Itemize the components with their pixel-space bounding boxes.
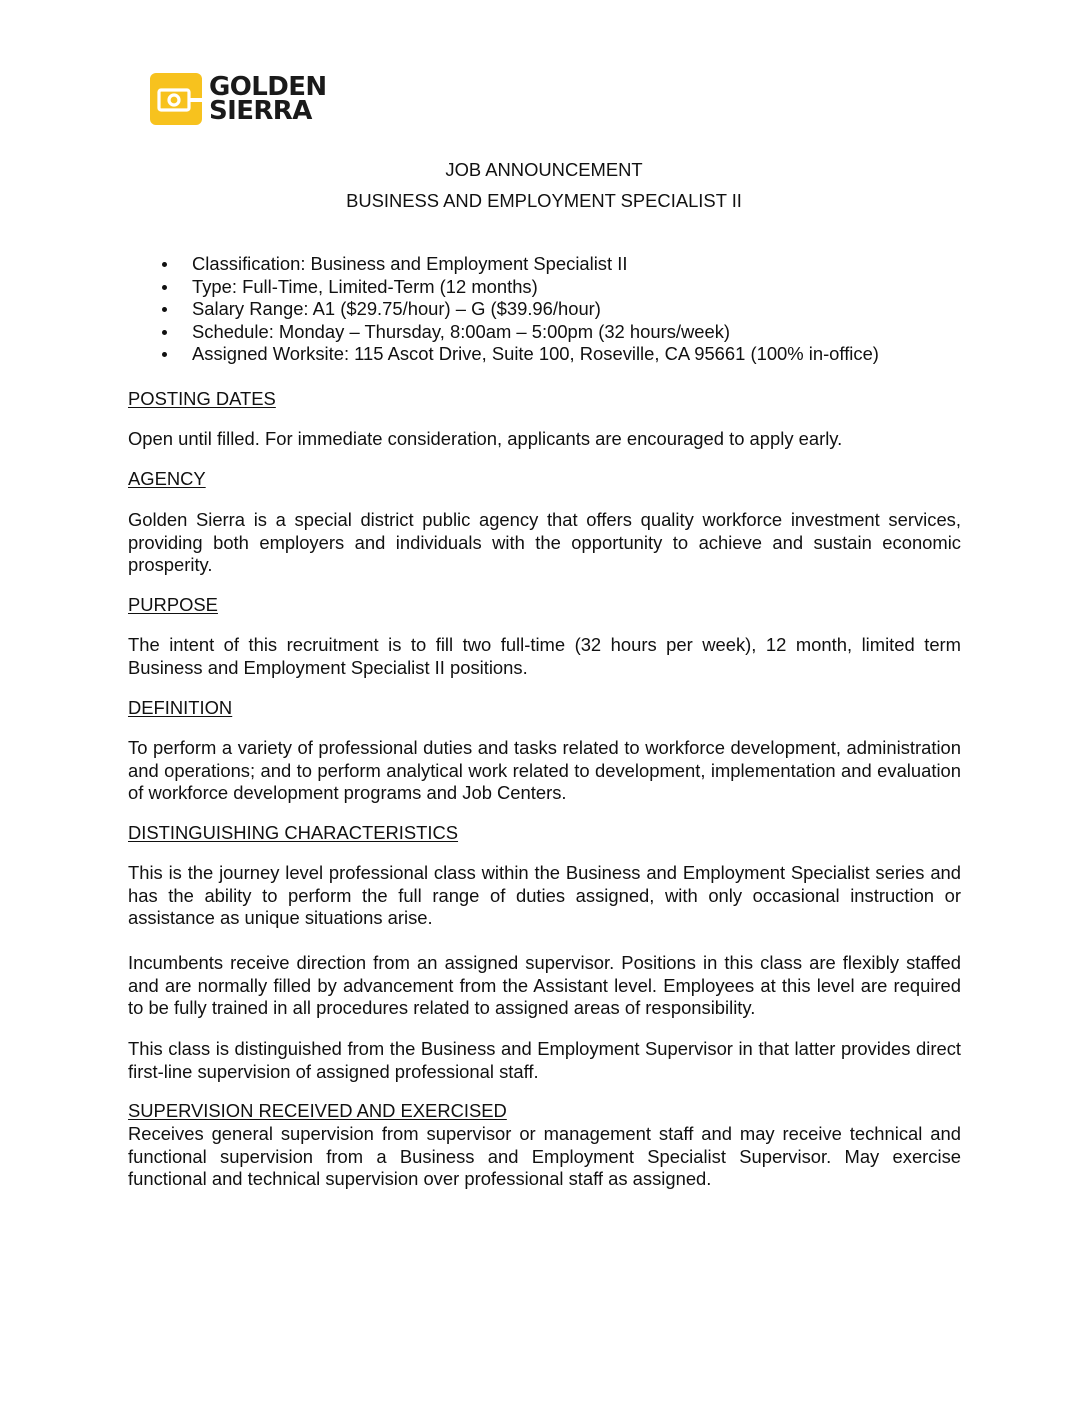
purpose-heading: PURPOSE [128,594,218,615]
posting-dates-heading: POSTING DATES [128,388,276,409]
position-title: BUSINESS AND EMPLOYMENT SPECIALIST II [346,190,742,211]
summary-list [128,253,961,366]
distinguishing-text-2: Incumbents receive direction from an assigned supervisor. Positions in this class are flexibly staffed and are normally filled by advancement from the Assistant level. Employees at this level are required to be fully trained in all procedures related to assigned areas of responsibility. [128,952,961,1019]
logo-wordmark [209,72,327,126]
list-item: Schedule: Monday – Thursday, 8:00am – 5:00pm (32 hours/week) [128,321,961,344]
golden-sierra-logo [150,72,327,126]
logo-line-2: SIERRA [209,96,312,126]
definition-heading: DEFINITION [128,697,233,718]
agency-heading: AGENCY [128,468,206,489]
posting-dates-text: Open until filled. For immediate consideration, applicants are encouraged to apply early. [128,428,843,449]
logo-line-1: GOLDEN [209,72,327,102]
document-title: JOB ANNOUNCEMENT [445,159,643,180]
list-item: Assigned Worksite: 115 Ascot Drive, Suite 100, Roseville, CA 95661 (100% in-office) [128,343,961,366]
agency-text: Golden Sierra is a special district public agency that offers quality workforce investment services, providing both employers and individuals with the opportunity to achieve and sustain economic prosperity. [128,509,961,576]
distinguishing-heading: DISTINGUISHING CHARACTERISTICS [128,822,459,843]
purpose-text: The intent of this recruitment is to fill two full-time (32 hours per week), 12 month, limited term Business and Employment Specialist II positions. [128,634,961,678]
list-item: Type: Full-Time, Limited-Term (12 months) [128,276,961,299]
supervision-heading: SUPERVISION RECEIVED AND EXERCISED [128,1100,507,1121]
definition-text: To perform a variety of professional duties and tasks related to workforce development, administration and operations; and to perform analytical work related to development, implementation and evaluation of workforce development programs and Job Centers. [128,737,961,804]
list-item: Classification: Business and Employment Specialist II [128,253,961,276]
list-item: Salary Range: A1 ($29.75/hour) – G ($39.96/hour) [128,298,961,321]
logo-mark-icon [150,73,202,125]
supervision-text: Receives general supervision from supervisor or management staff and may receive technical and functional supervision from a Business and Employment Specialist Supervisor. May exercise functional and technical supervision over professional staff as assigned. [128,1123,961,1190]
distinguishing-text-3: This class is distinguished from the Business and Employment Supervisor in that latter provides direct first-line supervision of assigned professional staff. [128,1038,961,1082]
distinguishing-text-1: This is the journey level professional class within the Business and Employment Specialist series and has the ability to perform the full range of duties assigned, with only occasional instruction or assistance as unique situations arise. [128,862,961,929]
